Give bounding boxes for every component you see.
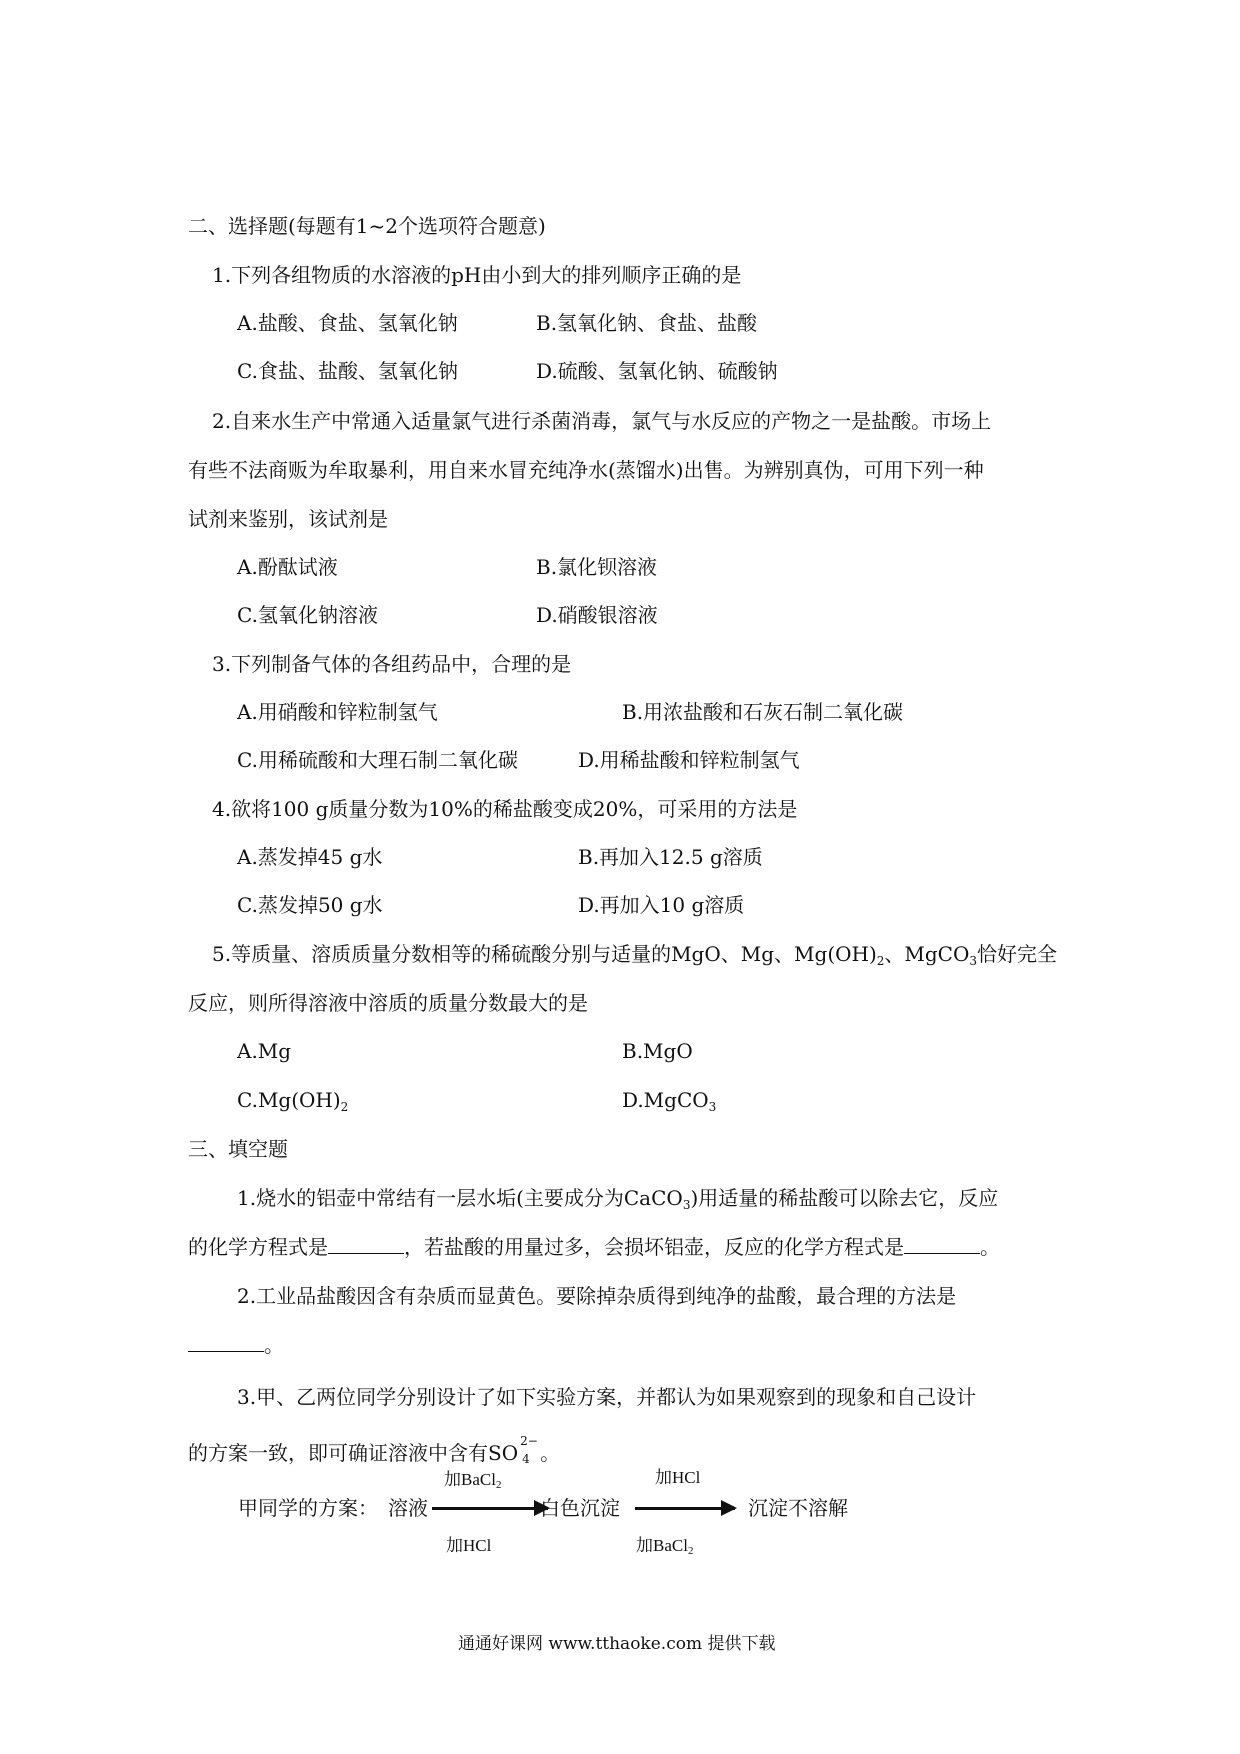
q1-option-c: C.食盐、盐酸、氢氧化钠 <box>237 359 458 383</box>
q5-option-b: B.MgO <box>622 1039 693 1063</box>
fill-q1-text-a: 1.烧水的铝壶中常结有一层水垢(主要成分为CaCO <box>237 1186 683 1210</box>
q3-option-c: C.用稀硫酸和大理石制二氧化碳 <box>237 748 518 772</box>
section-2-heading: 二、选择题(每题有1~2个选项符合题意) <box>188 214 546 238</box>
subscript-2: 2 <box>495 1479 502 1491</box>
question-4-stem: 4.欲将100 g质量分数为10%的稀盐酸变成20%，可采用的方法是 <box>212 797 798 821</box>
q4-option-c: C.蒸发掉50 g水 <box>237 893 383 917</box>
subscript-2: 2 <box>340 1100 349 1114</box>
q2-option-a: A.酚酞试液 <box>237 555 338 579</box>
arrow-2-top-label: 加HCl <box>655 1468 701 1487</box>
subscript-3: 3 <box>682 1198 691 1212</box>
q5-text-a: 5.等质量、溶质质量分数相等的稀硫酸分别与适量的MgO、Mg、Mg(OH) <box>212 942 877 966</box>
page-footer: 通通好课网 www.tthaoke.com 提供下载 <box>458 1634 776 1654</box>
fill-q1-line2 <box>188 1235 1000 1259</box>
question-2-line2: 有些不法商贩为牟取暴利，用自来水冒充纯净水(蒸馏水)出售。为辨别真伪，可用下列一种 <box>188 458 984 482</box>
q5-option-a: A.Mg <box>237 1039 292 1063</box>
arrow-1-top-text: 加BaCl <box>444 1470 496 1489</box>
question-2-line3: 试剂来鉴别，该试剂是 <box>188 507 388 531</box>
question-1-stem: 1.下列各组物质的水溶液的pH由小到大的排列顺序正确的是 <box>212 263 742 287</box>
q1-option-b: B.氢氧化钠、食盐、盐酸 <box>536 311 758 335</box>
ion-subscript: 4 <box>522 1452 530 1466</box>
q2-option-c: C.氢氧化钠溶液 <box>237 603 378 627</box>
subscript-2: 2 <box>876 954 885 968</box>
q2-option-b: B.氯化钡溶液 <box>536 555 658 579</box>
q5-option-c-text: C.Mg(OH) <box>237 1088 341 1112</box>
q3-option-a: A.用硝酸和锌粒制氢气 <box>237 700 438 724</box>
scheme-end: 沉淀不溶解 <box>748 1496 848 1520</box>
question-5-line2: 反应，则所得溶液中溶质的质量分数最大的是 <box>188 991 588 1015</box>
arrow-1-top-label <box>444 1470 501 1495</box>
q5-option-d <box>622 1088 716 1119</box>
fill-q2-text-end: 。 <box>264 1333 284 1357</box>
fill-q3-line2 <box>188 1434 561 1466</box>
q5-text-c: 恰好完全 <box>977 942 1058 966</box>
fill-q1-line1 <box>237 1186 998 1217</box>
answer-blank[interactable] <box>904 1235 980 1254</box>
fill-q1-text-c: 的化学方程式是 <box>188 1235 328 1259</box>
question-2-line1: 2.自来水生产中常通入适量氯气进行杀菌消毒，氯气与水反应的产物之一是盐酸。市场上 <box>212 409 992 433</box>
arrow-2-bottom-label <box>636 1536 693 1561</box>
q1-option-d: D.硫酸、氢氧化钠、硫酸钠 <box>536 359 778 383</box>
fill-q3-line1: 3.甲、乙两位同学分别设计了如下实验方案，并都认为如果观察到的现象和自己设计 <box>237 1385 977 1409</box>
fill-q2-line1: 2.工业品盐酸因含有杂质而显黄色。要除掉杂质得到纯净的盐酸，最合理的方法是 <box>237 1284 957 1308</box>
subscript-3: 3 <box>969 954 978 968</box>
fill-q3-text-a: 的方案一致，即可确证溶液中含有SO <box>188 1441 519 1465</box>
q5-text-b: 、MgCO <box>884 942 970 966</box>
question-5-line1 <box>212 942 1057 973</box>
scheme-start: 溶液 <box>388 1496 428 1520</box>
fill-q1-text-d: ，若盐酸的用量过多，会损坏铝壶，反应的化学方程式是 <box>404 1235 904 1259</box>
q3-option-b: B.用浓盐酸和石灰石制二氧化碳 <box>622 700 904 724</box>
ion-charge: 2− <box>520 1434 538 1448</box>
arrow-1-bottom-label: 加HCl <box>446 1536 492 1555</box>
sulfate-ion-indices <box>518 1434 540 1466</box>
section-3-heading: 三、填空题 <box>188 1137 288 1161</box>
answer-blank[interactable] <box>328 1235 404 1254</box>
q4-option-b: B.再加入12.5 g溶质 <box>578 845 763 869</box>
q5-option-d-text: D.MgCO <box>622 1088 709 1112</box>
question-3-stem: 3.下列制备气体的各组药品中，合理的是 <box>212 652 572 676</box>
q1-option-a: A.盐酸、食盐、氢氧化钠 <box>237 311 458 335</box>
fill-q3-text-b: 。 <box>540 1441 561 1465</box>
arrow-2 <box>635 1507 735 1510</box>
arrow-1 <box>432 1507 548 1510</box>
q4-option-a: A.蒸发掉45 g水 <box>237 845 383 869</box>
fill-q1-text-b: )用适量的稀盐酸可以除去它，反应 <box>690 1186 999 1210</box>
q3-option-d: D.用稀盐酸和锌粒制氢气 <box>578 748 800 772</box>
answer-blank[interactable] <box>188 1333 264 1352</box>
scheme-label: 甲同学的方案： <box>238 1496 378 1520</box>
q5-option-c <box>237 1088 348 1119</box>
fill-q2-line2 <box>188 1333 284 1357</box>
fill-q1-text-e: 。 <box>980 1235 1000 1259</box>
q4-option-d: D.再加入10 g溶质 <box>578 893 745 917</box>
scheme-middle: 白色沉淀 <box>540 1496 620 1520</box>
subscript-2: 2 <box>687 1545 694 1557</box>
arrow-2-bottom-text: 加BaCl <box>636 1536 688 1555</box>
subscript-3: 3 <box>708 1100 717 1114</box>
q2-option-d: D.硝酸银溶液 <box>536 603 658 627</box>
